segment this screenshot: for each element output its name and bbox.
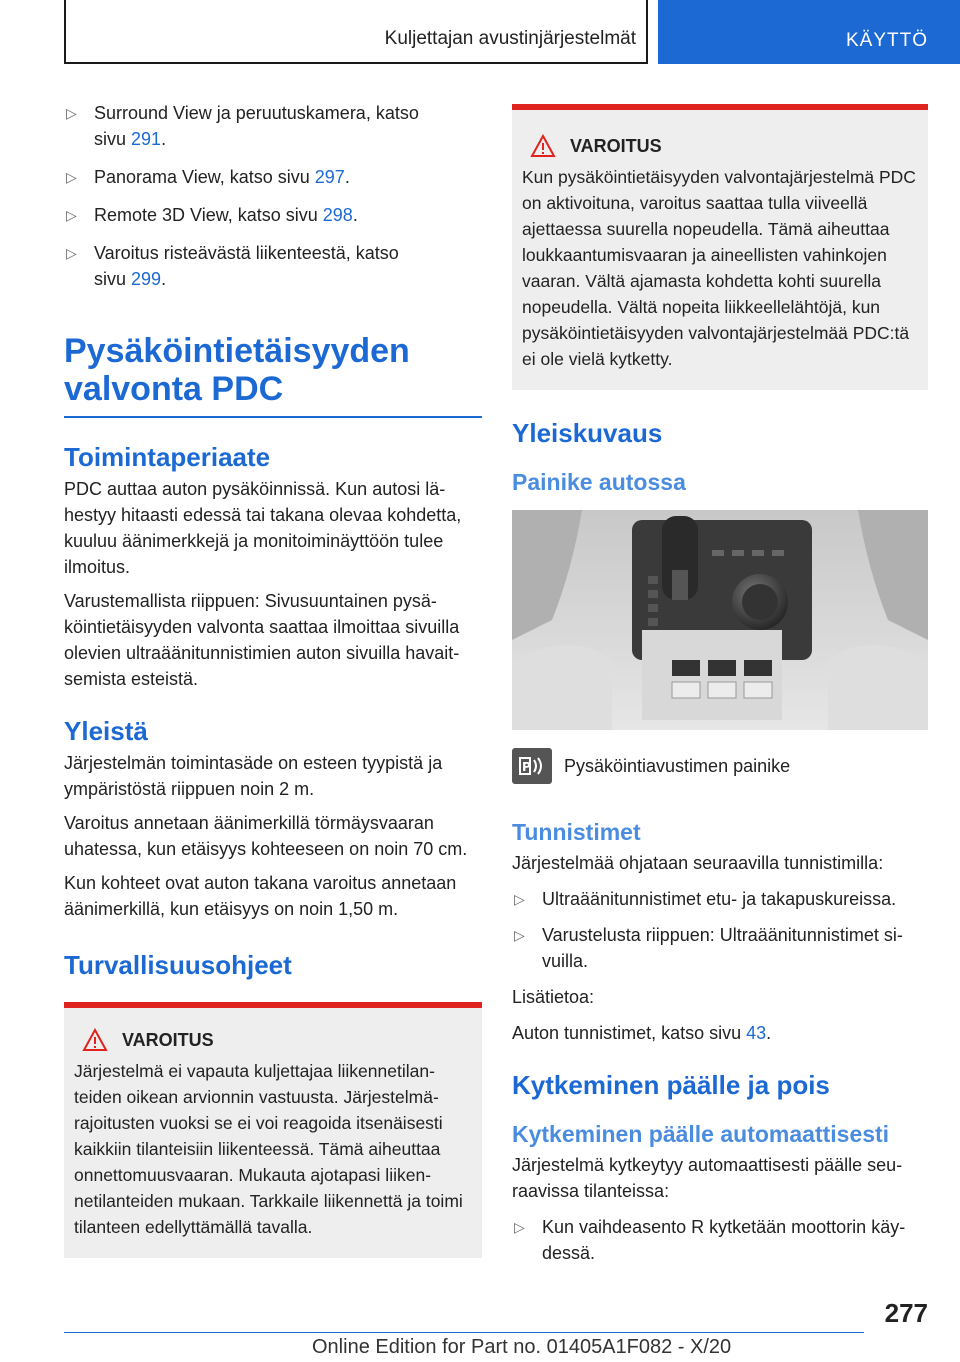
header-section-box xyxy=(64,0,648,64)
header-chapter-box xyxy=(658,0,960,64)
general-paragraph-3: Kun kohteet ovat auton takana varoitus annetaan äänimerkillä, kun etäisyys on noin 1,50 m. xyxy=(64,873,457,919)
right-column xyxy=(512,104,928,1266)
footer-edition: Online Edition for Part no. 01405A1F082 - X/20 xyxy=(312,1336,732,1358)
button-heading: Painike autossa xyxy=(512,469,686,495)
list-item: ▷ Kun vaihdeasento R kytketään moottorin käydessä. xyxy=(512,1214,928,1266)
sensors-intro: Järjestelmää ohjataan seuraavilla tunnistimilla: xyxy=(512,853,884,873)
warning-text: Järjestelmä ei vapauta kuljettajaa liikennetilanteiden oikean arvionnin vastuusta. Järjestelmärajoitusten vuoksi se ei voi reagoida itsenäisesti kaikkiin tilanteisiin liikenteessä. Tämä aiheuttaa onnettomuusvaaran. Mukauta ajotapasi liikennetilanteiden mukaan. Tarkkaile liikennettä ja toimi tilanteen edellyttämällä tavalla. xyxy=(74,1061,463,1237)
chapter-title: KÄYTTÖ xyxy=(846,30,929,51)
sensors-reference: Auton tunnistimet, katso sivu 43. xyxy=(512,1023,772,1043)
main-heading: Pysäköintietäisyyden valvonta PDC xyxy=(64,332,482,418)
list-item: ▷ Remote 3D View, katso sivu 298. xyxy=(64,202,482,228)
general-heading: Yleistä xyxy=(64,716,148,746)
warning-text: Kun pysäköintietäisyyden valvontajärjestelmä PDC on aktivoituna, varoitus saattaa tulla viiveellä ajettaessa suurella nopeudella. Tämä aiheuttaa loukkaantumisvaaran ja aineellisten vahinkojen vaaran. Vältä ajamasta kohdetta kohti suurella nopeudella. Vältä nopeita liikkeellelähtöjä, kun pysäköintietäisyyden valvontajärjestelmää PDC:tä ei ole vielä kytketty. xyxy=(522,167,916,369)
triangle-bullet-icon: ▷ xyxy=(66,105,77,121)
sensors-heading: Tunnistimet xyxy=(512,819,641,845)
principle-paragraph-2: Varustemallista riippuen: Sivusuuntainen pysäköintietäisyyden valvonta saattaa ilmoittaa sivuilla olevien ultraäänitunnistimien auton sivuilla havaitsemista esteistä. xyxy=(64,591,460,689)
triangle-bullet-icon: ▷ xyxy=(514,1219,525,1235)
list-item: ▷ Varoitus risteävästä liikenteestä, katso sivu 299. xyxy=(64,240,482,292)
warning-box xyxy=(64,1002,482,1258)
page-link-299[interactable]: 299 xyxy=(131,269,162,289)
onoff-heading: Kytkeminen päälle ja pois xyxy=(512,1070,830,1100)
warning-title: VAROITUS xyxy=(530,134,918,158)
warning-box xyxy=(512,104,928,390)
list-item: ▷ Varustelusta riippuen: Ultraäänitunnistimet sivuilla. xyxy=(512,922,928,974)
parking-assist-icon xyxy=(512,748,552,784)
more-info-label: Lisätietoa: xyxy=(512,987,595,1007)
page-link-297[interactable]: 297 xyxy=(314,167,345,187)
triangle-bullet-icon: ▷ xyxy=(66,245,77,261)
center-console-photo xyxy=(512,510,928,730)
svg-text:P: P xyxy=(522,760,531,774)
photo-caption: P Pysäköintiavustimen painike xyxy=(512,748,928,784)
page-number: 277 xyxy=(884,1298,928,1328)
principle-paragraph-1: PDC auttaa auton pysäköinnissä. Kun autosi lähestyy hitaasti edessä tai takana olevaa kohdetta, kuuluu äänimerkkejä ja monitoiminäyttöön tulee ilmoitus. xyxy=(64,479,462,577)
page-link-291[interactable]: 291 xyxy=(131,129,162,149)
general-paragraph-1: Järjestelmän toimintasäde on esteen tyypistä ja ympäristöstä riippuen noin 2 m. xyxy=(64,753,443,799)
auto-heading: Kytkeminen päälle automaattisesti xyxy=(512,1121,890,1147)
auto-intro: Järjestelmä kytkeytyy automaattisesti päälle seuraavissa tilanteissa: xyxy=(512,1155,903,1201)
triangle-bullet-icon: ▷ xyxy=(66,169,77,185)
warning-triangle-icon xyxy=(530,134,556,158)
triangle-bullet-icon: ▷ xyxy=(66,207,77,223)
left-column xyxy=(64,100,482,1258)
principle-heading: Toimintaperiaate xyxy=(64,442,271,472)
overview-heading: Yleiskuvaus xyxy=(512,418,663,448)
warning-title: VAROITUS xyxy=(82,1028,472,1052)
triangle-bullet-icon: ▷ xyxy=(514,891,525,907)
page-link-43[interactable]: 43 xyxy=(746,1023,767,1043)
list-item: ▷ Surround View ja peruutuskamera, katso sivu 291. xyxy=(64,100,482,152)
safety-heading: Turvallisuusohjeet xyxy=(64,950,292,980)
general-paragraph-2: Varoitus annetaan äänimerkillä törmäysvaaran uhatessa, kun etäisyys kohteeseen on noin 70 cm. xyxy=(64,813,468,859)
triangle-bullet-icon: ▷ xyxy=(514,927,525,943)
list-item: ▷ Ultraäänitunnistimet etu- ja takapuskureissa. xyxy=(512,886,928,912)
warning-triangle-icon xyxy=(82,1028,108,1052)
page-link-298[interactable]: 298 xyxy=(322,205,353,225)
section-title: Kuljettajan avustinjärjestelmät xyxy=(384,28,636,49)
list-item: ▷ Panorama View, katso sivu 297. xyxy=(64,164,482,190)
footer-divider xyxy=(64,1332,864,1333)
